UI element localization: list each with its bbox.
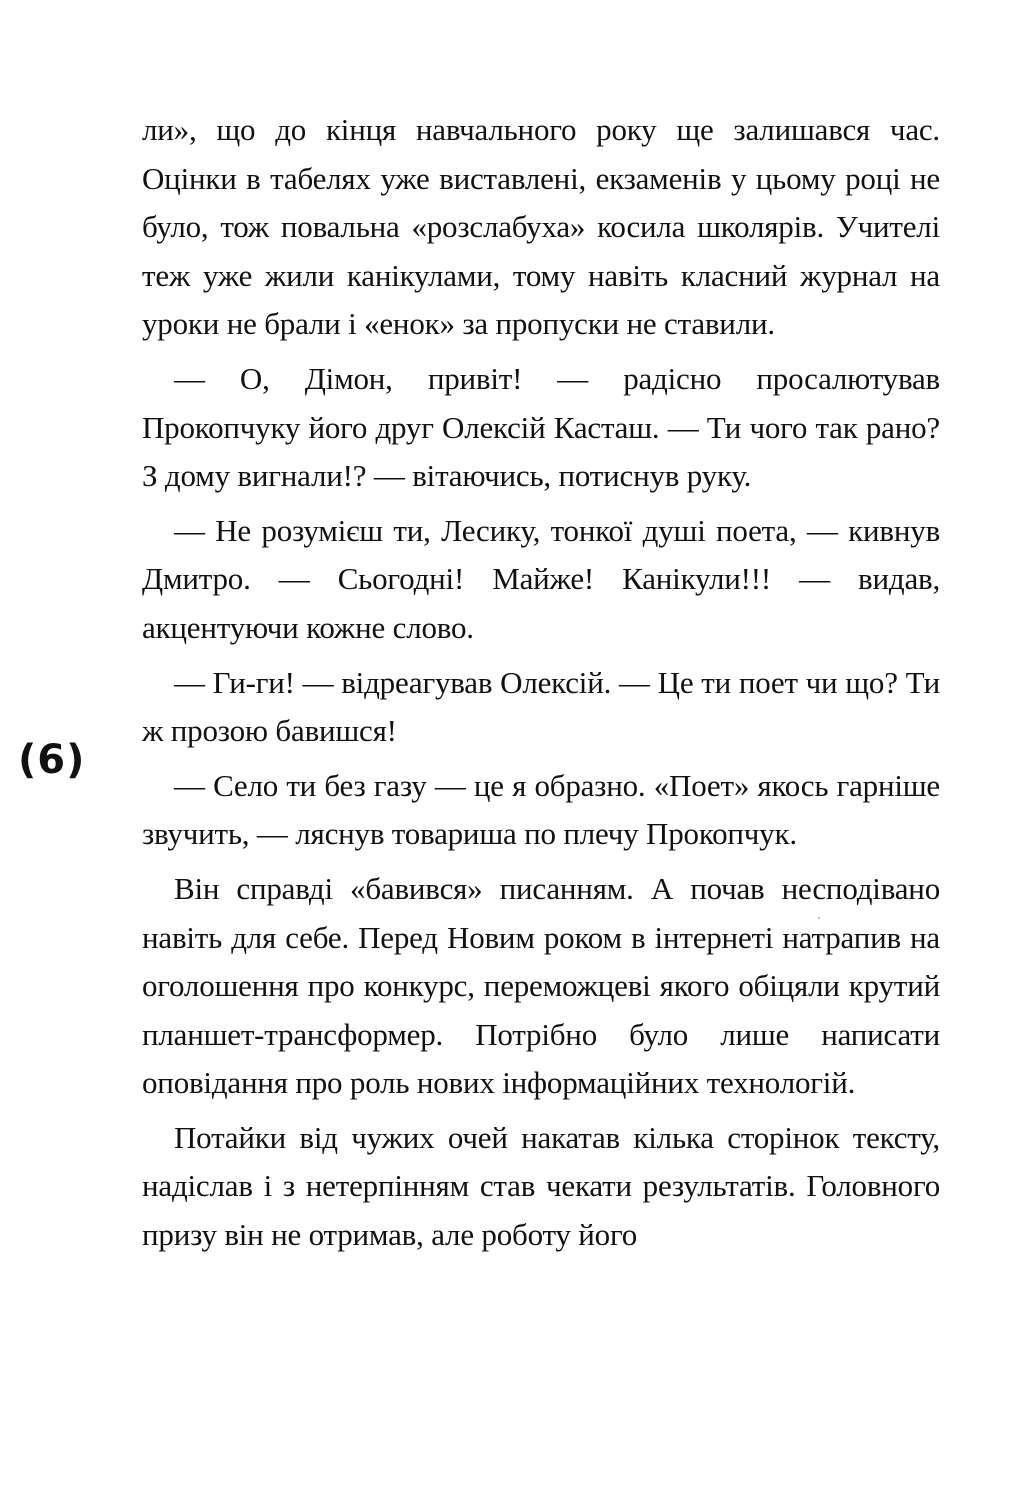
- paragraph-5: — Село ти без газу — це я образно. «Поет» якось гарніше звучить, — ляснув товариша по плечу Прокопчук.: [142, 767, 940, 852]
- paragraph-2: — О, Дімон, привіт! — радісно просалютував Прокопчуку його друг Олексій Касташ. — Ти чого так рано? З дому вигнали!? — вітаючись, потиснув руку.: [142, 360, 940, 494]
- body-text: [142, 106, 940, 1266]
- scan-speck: [818, 917, 820, 919]
- paragraph-7: Потайки від чужих очей накатав кілька сторінок тексту, надіслав і з нетерпінням став чекати результатів. Головного призу він не отримав, але роботу його: [142, 1119, 940, 1253]
- paragraph-1: ли», що до кінця навчального року ще залишався час. Оцінки в табелях уже виставлені, екзаменів у цьому році не було, тож повальна «розслабуха» косила школярів. Учителі теж уже жили канікулами, тому навіть класний журнал на уроки не брали і «енок» за пропуски не ставили.: [142, 112, 940, 342]
- paragraph-4: — Ги-ги! — відреагував Олексій. — Це ти поет чи що? Ти ж прозою бавишся!: [142, 664, 940, 749]
- paragraph-3: — Не розумієш ти, Лесику, тонкої душі поета, — кивнув Дмитро. — Сьогодні! Майже! Канікули!!! — видав, акцентуючи кожне слово.: [142, 512, 940, 645]
- paragraph-6: Він справді «бавився» писанням. А почав несподівано навіть для себе. Перед Новим роком в інтернеті натрапив на оголошення про конкурс, переможцеві якого обіцяли крутий планшет-трансформер. Потрібно було лише написати оповідання про роль нових інформаційних технологій.: [142, 870, 940, 1101]
- page-number: (6): [18, 737, 86, 783]
